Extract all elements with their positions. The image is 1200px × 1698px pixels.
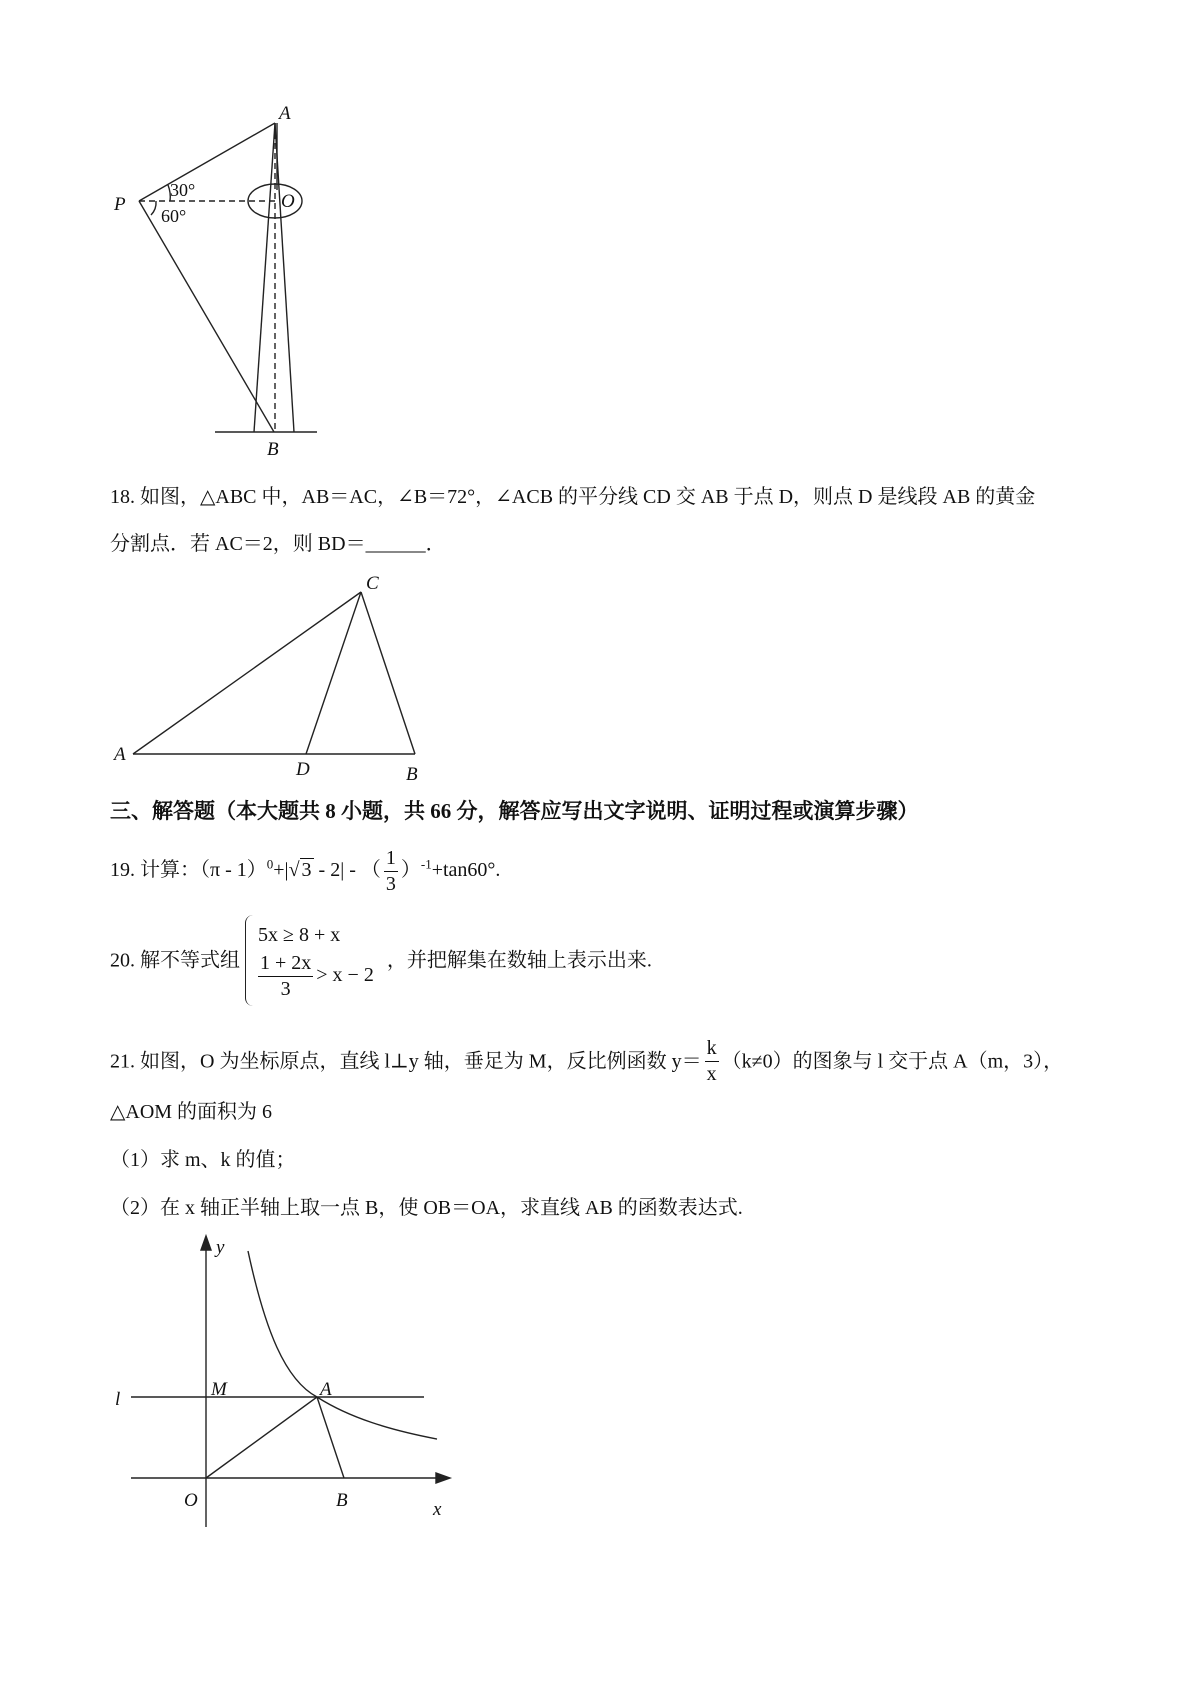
q20-prefix: 20. 解不等式组 bbox=[110, 949, 240, 972]
fraction bbox=[384, 846, 398, 897]
label-c: C bbox=[366, 573, 379, 594]
triangle-figure bbox=[133, 592, 415, 754]
label-o: O bbox=[184, 1490, 198, 1511]
numerator: 1 bbox=[384, 846, 398, 872]
angle-60-label: 60° bbox=[161, 206, 187, 226]
label-a: A bbox=[279, 103, 291, 124]
q21-part2: （2）在 x 轴正半轴上取一点 B，使 OB＝OA，求直线 AB 的函数表达式. bbox=[110, 1197, 743, 1219]
q20 bbox=[110, 915, 652, 1006]
label-x: x bbox=[433, 1499, 442, 1520]
exponent: 0 bbox=[266, 856, 274, 872]
label-b: B bbox=[406, 764, 418, 785]
tower-figure bbox=[139, 123, 317, 432]
numerator: k bbox=[705, 1036, 719, 1062]
q20-tail: ，并把解集在数轴上表示出来. bbox=[386, 949, 652, 972]
q19-text: +| bbox=[273, 859, 289, 882]
q19: 19. 计算：（π - 1）$^0$+|√ 3 - 2| - （ $\frac{1}{3}$ ）$^{-1}$+tan60°. bbox=[110, 847, 501, 895]
fraction bbox=[705, 1036, 719, 1087]
denominator: 3 bbox=[385, 873, 396, 895]
q21-text: （k≠0）的图象与 l 交于点 A（m，3）， bbox=[721, 1050, 1064, 1073]
inequality-system bbox=[245, 915, 382, 1006]
label-a: A bbox=[320, 1379, 332, 1400]
numerator: 1 + 2x bbox=[258, 951, 313, 977]
inequality-1: 5x ≥ 8 + x bbox=[258, 924, 341, 946]
label-y: y bbox=[216, 1237, 225, 1258]
label-p: P bbox=[114, 194, 126, 215]
label-m: M bbox=[211, 1379, 227, 1400]
q21-part1: （1）求 m、k 的值； bbox=[110, 1149, 296, 1171]
exponent: -1 bbox=[420, 856, 432, 872]
label-l: l bbox=[115, 1389, 121, 1410]
denominator: 3 bbox=[280, 978, 291, 1000]
inequality-2 bbox=[258, 951, 374, 1002]
label-a: A bbox=[114, 744, 126, 765]
angle-30-label: 30° bbox=[170, 180, 196, 200]
q19-text: ） bbox=[400, 859, 421, 882]
label-b: B bbox=[267, 439, 279, 460]
q21-line2: △AOM 的面积为 6 bbox=[110, 1101, 273, 1123]
q19-prefix: 19. 计算：（π - 1） bbox=[110, 859, 267, 882]
q21-text: 21. 如图，O 为坐标原点，直线 l⊥y 轴，垂足为 M，反比例函数 y＝ bbox=[110, 1050, 702, 1073]
q21-line1 bbox=[110, 1036, 1063, 1087]
section-heading: 三、解答题（本大题共 8 小题，共 66 分，解答应写出文字说明、证明过程或演算步骤） bbox=[110, 799, 919, 823]
sqrt-value: 3 bbox=[301, 859, 312, 882]
label-o: O bbox=[281, 191, 295, 212]
inequality-2-rest: > x − 2 bbox=[316, 964, 374, 987]
denominator: x bbox=[706, 1063, 717, 1085]
q19-text: +tan60°. bbox=[431, 859, 501, 882]
label-b: B bbox=[336, 1490, 348, 1511]
q18-line1: 18. 如图，△ABC 中，AB＝AC，∠B＝72°，∠ACB 的平分线 CD 交 AB 于点 D，则点 D 是线段 AB 的黄金 bbox=[110, 486, 1036, 508]
label-d: D bbox=[296, 759, 310, 780]
coordinate-figure bbox=[131, 1236, 450, 1527]
q19-text: - 2| - （ bbox=[313, 859, 381, 882]
q18-line2: 分割点．若 AC＝2，则 BD＝______． bbox=[110, 533, 446, 555]
